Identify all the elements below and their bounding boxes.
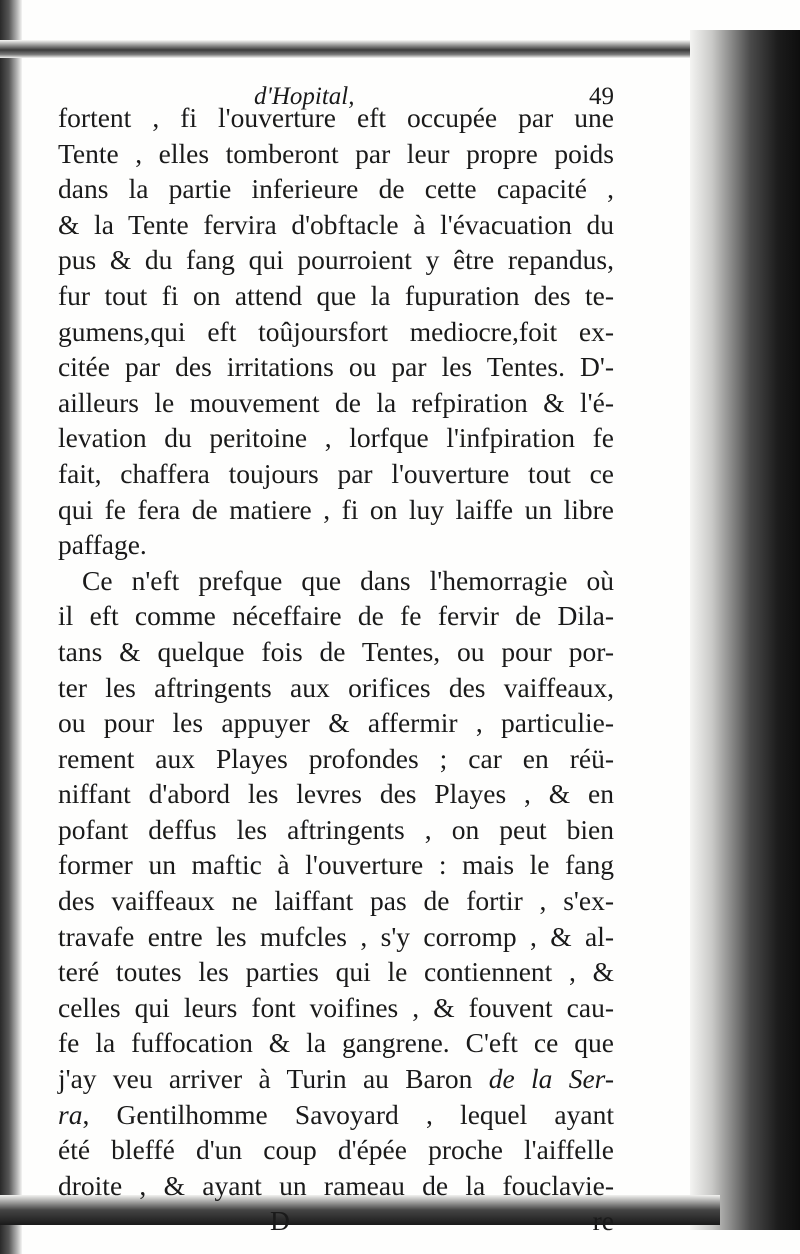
running-head (58, 58, 614, 110)
text-line: rement aux Playes profondes ; car en réü- (58, 742, 614, 774)
text-line-with-italic (58, 1061, 614, 1097)
text-line: ter les aftringents aux orifices des vaiffeaux, (58, 671, 614, 703)
text-line: fait, chaffera toujours par l'ouverture tout ce (58, 457, 614, 489)
page-body (22, 58, 690, 1237)
text-line: gumens,qui eft toûjoursfort mediocre,foit ex- (58, 315, 614, 347)
running-title: d'Hopital, (254, 83, 355, 110)
text-line: il eft comme néceffaire de fe fervir de Dila- (58, 600, 614, 632)
right-page-edge (690, 30, 800, 1230)
text-line: été bleffé d'un coup d'épée proche l'aiffelle (58, 1134, 614, 1166)
text-line: fe la fuffocation & la gangrene. C'eft ce que (58, 1027, 614, 1059)
text-line: des vaiffeaux ne laiffant pas de fortir , s'ex- (58, 885, 614, 917)
binding-gutter (0, 0, 22, 1254)
text-line: fortent , fi l'ouverture eft occupée par une (58, 102, 614, 133)
catchword: re (592, 1205, 614, 1237)
text-line: & la Tente fervira d'obftacle à l'évacuation du (58, 208, 614, 240)
paragraph-start-line: Ce n'eft prefque que dans l'hemorragie où (82, 564, 614, 596)
text-fragment: , Gentilhomme Savoyard , lequel ayant (82, 1098, 614, 1130)
text-line: dans la partie inferieure de cette capacité , (58, 173, 614, 205)
text-line: paffage. (58, 529, 147, 561)
page-footer (58, 1203, 614, 1239)
text-line: levation du peritoine , lorfque l'infpiration fe (58, 422, 614, 454)
signature-mark: D (270, 1205, 290, 1237)
text-line: fur tout fi on attend que la fupuration des te- (58, 279, 614, 311)
text-line: ou pour les appuyer & affermir , particulie- (58, 707, 614, 739)
page-number: 49 (589, 83, 614, 110)
text-line: ailleurs le mouvement de la refpiration & l'é- (58, 386, 614, 418)
text-line: tans & quelque fois de Tentes, ou pour por- (58, 635, 614, 667)
text-line: pus & du fang qui pourroient y être repandus, (58, 244, 614, 276)
italic-name-fragment: de la Ser- (488, 1063, 614, 1095)
text-line: former un maftic à l'ouverture : mais le fang (58, 849, 614, 881)
text-line: celles qui leurs font voifines , & fouvent cau- (58, 991, 614, 1023)
text-line: travafe entre les mufcles , s'y corromp , & al- (58, 920, 614, 952)
text-line: droite , & ayant un rameau de la fouclavie- (58, 1169, 614, 1201)
text-line: pofant deffus les aftringents , on peut bien (58, 813, 614, 845)
text-fragment: j'ay veu arriver à Turin au Baron (58, 1063, 489, 1095)
top-page-edge (0, 40, 690, 58)
text-line-with-italic (58, 1097, 614, 1133)
text-line: niffant d'abord les levres des Playes , & en (58, 778, 614, 810)
text-line: qui fe fera de matiere , fi on luy laiffe un libre (58, 493, 614, 525)
text-line: teré toutes les parties qui le contiennent , & (58, 956, 614, 988)
text-line: citée par des irritations ou par les Tentes. D'- (58, 351, 614, 383)
text-line: Tente , elles tomberont par leur propre poids (58, 137, 614, 169)
text-block (58, 58, 614, 1239)
italic-name-fragment: ra (58, 1098, 83, 1130)
